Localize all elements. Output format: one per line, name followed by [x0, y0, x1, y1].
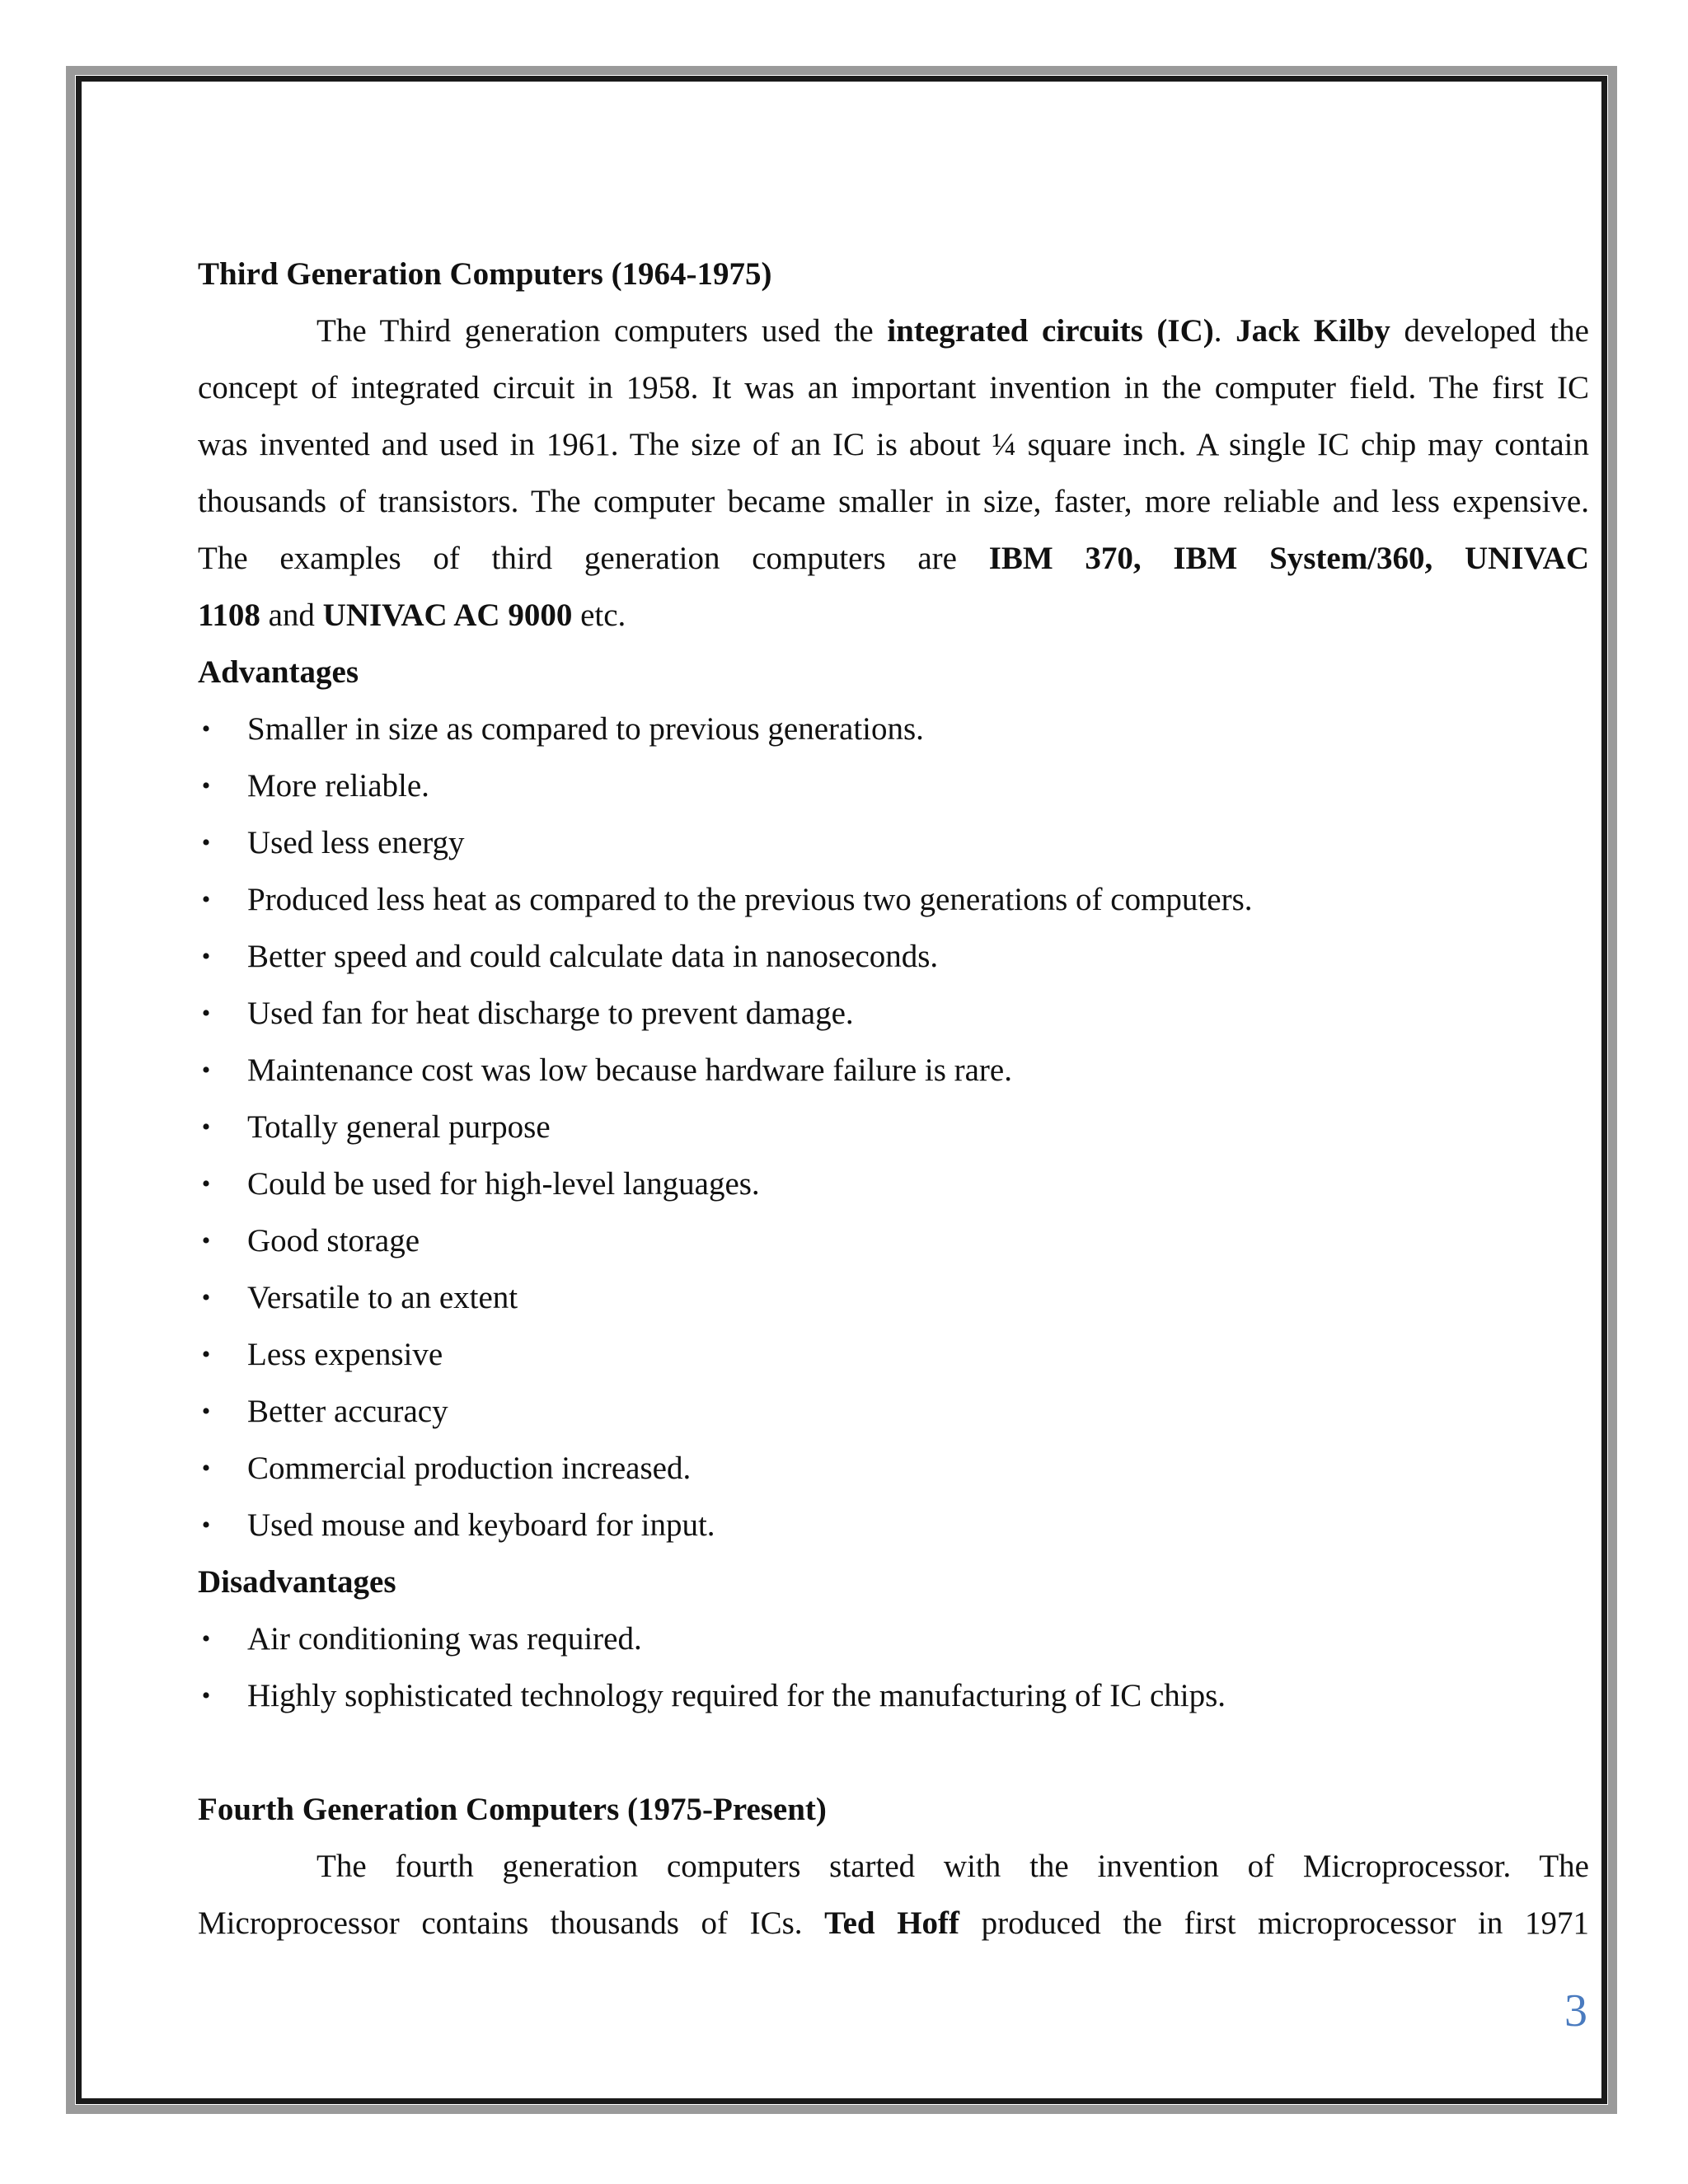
list-item-text: Used fan for heat discharge to prevent damage. [247, 996, 854, 1031]
list-item-text: Good storage [247, 1223, 420, 1258]
list-item-text: Less expensive [247, 1337, 443, 1372]
page-number: 3 [1564, 1985, 1587, 2036]
list-item [198, 871, 1589, 928]
list-item [198, 1042, 1589, 1099]
advantages-heading: Advantages [198, 654, 359, 690]
list-item-text: Commercial production increased. [247, 1451, 692, 1486]
list-item-text: Maintenance cost was low because hardware failure is rare. [247, 1052, 1012, 1088]
list-item [198, 1383, 1589, 1440]
disadvantages-list [198, 1610, 1589, 1724]
list-item [198, 928, 1589, 985]
advantages-list [198, 701, 1589, 1554]
list-item-text: Produced less heat as compared to the previous two generations of computers. [247, 882, 1253, 917]
list-item-text: Versatile to an extent [247, 1280, 518, 1315]
list-item [198, 701, 1589, 757]
paragraph-line: was invented and used in 1961. The size of an IC is about ¼ square inch. A single IC chip may contain [198, 427, 1589, 462]
list-item [198, 1497, 1589, 1554]
list-item [198, 1212, 1589, 1269]
bullet-icon: • [201, 1398, 211, 1425]
section-spacer [198, 1724, 1589, 1781]
paragraph-line: The Third generation computers used the integrated circuits (IC). Jack Kilby developed the [316, 313, 1589, 349]
bullet-icon: • [201, 772, 211, 799]
bullet-icon: • [201, 1625, 211, 1652]
paragraph-line: Microprocessor contains thousands of ICs. Ted Hoff produced the first microprocessor in 1971 [198, 1905, 1589, 1941]
bullet-icon: • [201, 1284, 211, 1311]
bullet-icon: • [201, 1227, 211, 1254]
bullet-icon: • [201, 1057, 211, 1084]
bullet-icon: • [201, 886, 211, 913]
list-item-text: Better accuracy [247, 1394, 448, 1429]
list-item-text: Used less energy [247, 825, 465, 860]
list-item [198, 985, 1589, 1042]
paragraph-line: thousands of transistors. The computer became smaller in size, faster, more reliable and less expensive. [198, 484, 1589, 519]
paragraph-line: 1108 and UNIVAC AC 9000 etc. [198, 598, 626, 633]
disadvantages-heading: Disadvantages [198, 1564, 396, 1600]
section-heading-fourth-generation: Fourth Generation Computers (1975-Present) [198, 1792, 827, 1827]
bullet-icon: • [201, 1113, 211, 1141]
list-item [198, 757, 1589, 814]
bullet-icon: • [201, 1341, 211, 1368]
bullet-icon: • [201, 1455, 211, 1482]
list-item-text: Totally general purpose [247, 1109, 551, 1145]
list-item-text: Highly sophisticated technology required for the manufacturing of IC chips. [247, 1678, 1226, 1713]
list-item [198, 1326, 1589, 1383]
bullet-icon: • [201, 1000, 211, 1027]
list-item-text: Smaller in size as compared to previous generations. [247, 711, 924, 747]
bullet-icon: • [201, 1511, 211, 1539]
bullet-icon: • [201, 715, 211, 743]
list-item-text: Better speed and could calculate data in nanoseconds. [247, 939, 939, 974]
list-item-text: More reliable. [247, 768, 429, 804]
list-item [198, 1099, 1589, 1155]
bullet-icon: • [201, 1682, 211, 1709]
list-item [198, 1155, 1589, 1212]
list-item-text: Could be used for high-level languages. [247, 1166, 760, 1202]
list-item [198, 1610, 1589, 1667]
bullet-icon: • [201, 1170, 211, 1197]
list-item-text: Used mouse and keyboard for input. [247, 1507, 715, 1543]
paragraph-line: The examples of third generation computers are IBM 370, IBM System/360, UNIVAC [198, 541, 1589, 576]
list-item [198, 814, 1589, 871]
list-item [198, 1667, 1589, 1724]
paragraph-line: concept of integrated circuit in 1958. It was an important invention in the computer field. The first IC [198, 370, 1589, 405]
list-item-text: Air conditioning was required. [247, 1621, 642, 1657]
list-item [198, 1440, 1589, 1497]
paragraph-line: The fourth generation computers started with the invention of Microprocessor. The [316, 1849, 1589, 1884]
page-content [198, 246, 1589, 1952]
list-item [198, 1269, 1589, 1326]
section-heading-third-generation: Third Generation Computers (1964-1975) [198, 256, 772, 292]
bullet-icon: • [201, 829, 211, 856]
bullet-icon: • [201, 943, 211, 970]
